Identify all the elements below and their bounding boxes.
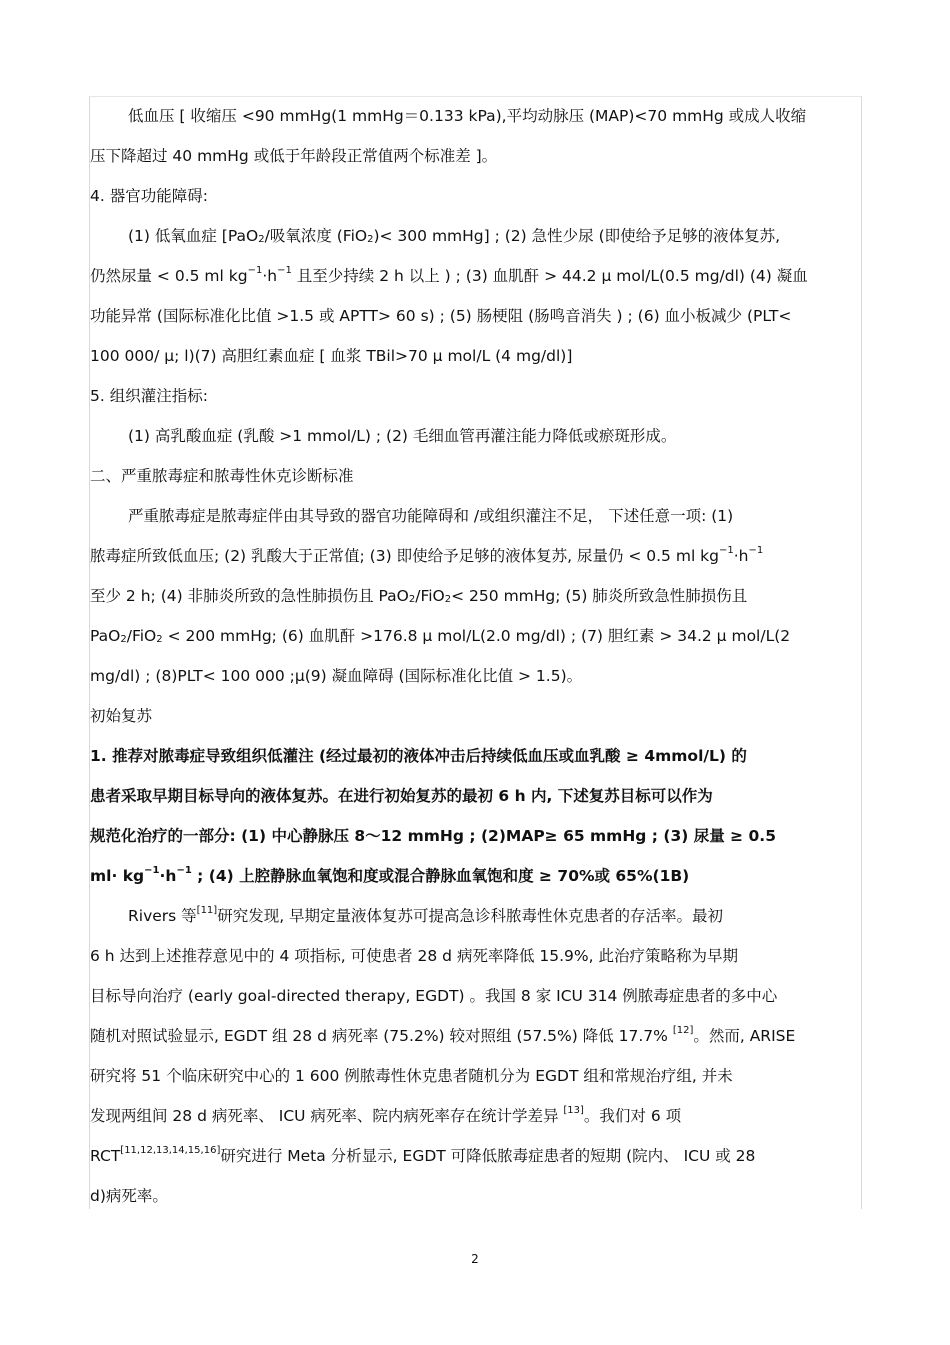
text-line: 100 000/ μ; l)(7) 高胆红素血症 [ 血浆 TBil>70 μ mol/L (4 mg/dl)] — [90, 347, 573, 365]
text-line: (1) 高乳酸血症 (乳酸 >1 mmol/L) ; (2) 毛细血管再灌注能力降低或瘀斑形成。 — [128, 427, 677, 445]
text-line: 目标导向治疗 (early goal-directed therapy, EGDT) 。我国 8 家 ICU 314 例脓毒症患者的多中心 — [90, 987, 778, 1005]
text-line: 至少 2 h; (4) 非肺炎所致的急性肺损伤且 PaO$_2$/FiO$_2$< 250 mmHg; (5) 肺炎所致急性肺损伤且 — [90, 587, 748, 605]
text-line: Rivers 等[11]研究发现, 早期定量液体复苏可提高急诊科脓毒性休克患者的存活率。最初 — [128, 905, 724, 925]
text-line: d)病死率。 — [90, 1187, 168, 1205]
text-line: 压下降超过 40 mmHg 或低于年龄段正常值两个标准差 ]。 — [90, 147, 498, 165]
text-line: 低血压 [ 收缩压 <90 mmHg(1 mmHg＝0.133 kPa),平均动脉压 (MAP)<70 mmHg 或成人收缩 — [128, 107, 807, 125]
text-line: 发现两组间 28 d 病死率、 ICU 病死率、院内病死率存在统计学差异 [13]。我们对 6 项 — [90, 1105, 682, 1125]
page-number: 2 — [471, 1252, 479, 1266]
recommendation-line: 规范化治疗的一部分: (1) 中心静脉压 8～12 mmHg ; (2)MAP≥ 65 mmHg ; (3) 尿量 ≥ 0.5 — [90, 827, 776, 845]
recommendation-line: 患者采取早期目标导向的液体复苏。在进行初始复苏的最初 6 h 内, 下述复苏目标可以作为 — [90, 787, 713, 805]
text-line: (1) 低氧血症 [PaO$_2$/吸氧浓度 (FiO$_2$)< 300 mmHg] ; (2) 急性少尿 (即使给予足够的液体复苏, — [128, 227, 781, 245]
text-line: PaO$_2$/FiO$_2$ < 200 mmHg; (6) 血肌酐 >176.8 μ mol/L(2.0 mg/dl) ; (7) 胆红素 > 34.2 μ mol/L(2 — [90, 627, 791, 645]
recommendation-line: $ml\cdot kg^{-1}\cdot h^{-1}$ ; (4) 上腔静脉血氧饱和度或混合静脉血氧饱和度 ≥ 70%或 65%(1B) — [90, 865, 690, 885]
section-heading: 二、严重脓毒症和脓毒性休克诊断标准 — [90, 467, 354, 485]
text-line: 研究将 51 个临床研究中心的 1 600 例脓毒性休克患者随机分为 EGDT 组和常规治疗组, 并未 — [90, 1067, 733, 1085]
section-heading: 4. 器官功能障碍: — [90, 187, 208, 205]
recommendation-line: 1. 推荐对脓毒症导致组织低灌注 (经过最初的液体冲击后持续低血压或血乳酸 ≥ 4mmol/L) 的 — [90, 747, 747, 765]
text-line: mg/dl) ; (8)PLT< 100 000 ;μ(9) 凝血障碍 (国际标准化比值 > 1.5)。 — [90, 667, 583, 685]
text-line: 严重脓毒症是脓毒症伴由其导致的器官功能障碍和 /或组织灌注不足， 下述任意一项: (1) — [128, 507, 734, 525]
text-line: 脓毒症所致低血压; (2) 乳酸大于正常值; (3) 即使给予足够的液体复苏, 尿量仍 < 0.5 ml $kg^{-1}\cdot h^{-1}$ — [90, 545, 764, 565]
text-line: RCT[11,12,13,14,15,16]研究进行 Meta 分析显示, EGDT 可降低脓毒症患者的短期 (院内、 ICU 或 28 — [90, 1145, 756, 1165]
text-line: 功能异常 (国际标准化比值 >1.5 或 APTT> 60 s) ; (5) 肠梗阻 (肠鸣音消失 ) ; (6) 血小板减少 (PLT< — [90, 307, 792, 325]
text-line: 随机对照试验显示, EGDT 组 28 d 病死率 (75.2%) 较对照组 (57.5%) 降低 17.7% [12]。然而, ARISE — [90, 1025, 796, 1045]
text-line: 6 h 达到上述推荐意见中的 4 项指标, 可使患者 28 d 病死率降低 15.9%, 此治疗策略称为早期 — [90, 947, 738, 965]
section-heading: 初始复苏 — [90, 707, 153, 725]
text-line: 仍然尿量 < 0.5 ml $kg^{-1}\cdot h^{-1}$ 且至少持续 2 h 以上 ) ; (3) 血肌酐 > 44.2 μ mol/L(0.5 mg/dl) (4) 凝血 — [90, 265, 808, 285]
section-heading: 5. 组织灌注指标: — [90, 387, 208, 405]
document-body — [90, 96, 870, 1216]
